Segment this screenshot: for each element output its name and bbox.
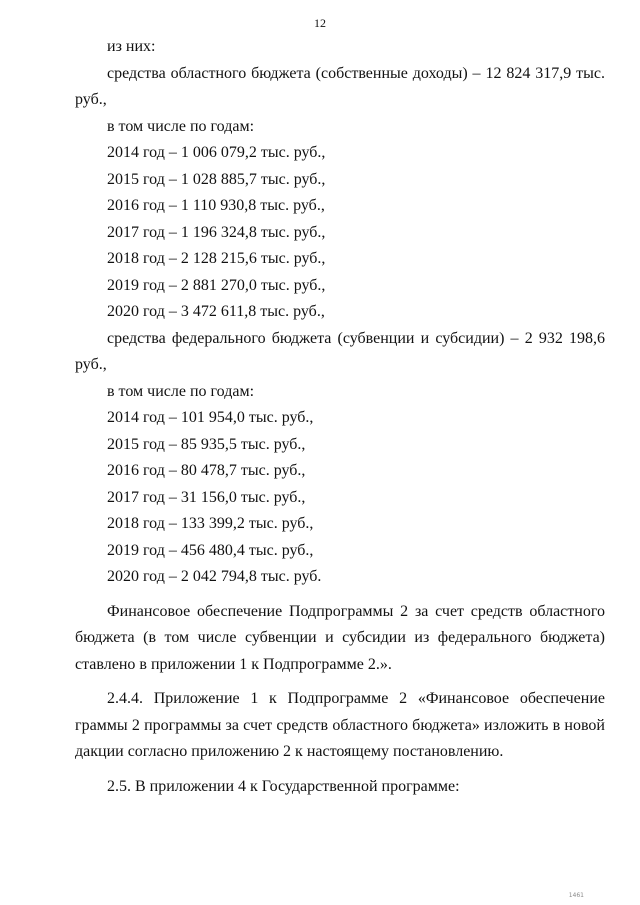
regional-year-2015: 2015 год – 1 028 885,7 тыс. руб., bbox=[107, 170, 326, 188]
regional-year-2017: 2017 год – 1 196 324,8 тыс. руб., bbox=[107, 223, 326, 241]
federal-budget-line-2: руб., bbox=[75, 356, 107, 373]
regional-budget-line-1: средства областного бюджета (собственные доходы) – 12 824 317,9 тыс. bbox=[107, 64, 605, 82]
clause-2-4-4-line-2: граммы 2 программы за счет средств областного бюджета» изложить в новой bbox=[75, 716, 605, 734]
federal-budget-line-1: средства федерального бюджета (субвенции и субсидии) – 2 932 198,6 bbox=[107, 329, 605, 347]
federal-year-2015: 2015 год – 85 935,5 тыс. руб., bbox=[107, 435, 306, 453]
clause-2-4-4 bbox=[75, 686, 605, 766]
clause-2-4-4-line-1: 2.4.4. Приложение 1 к Подпрограмме 2 «Финансовое обеспечение bbox=[107, 690, 605, 707]
by-years-label-1: в том числе по годам: bbox=[107, 117, 255, 135]
document-body bbox=[75, 34, 605, 800]
by-years-label-2: в том числе по годам: bbox=[107, 382, 255, 400]
page-number: 12 bbox=[314, 16, 326, 30]
federal-year-2018: 2018 год – 133 399,2 тыс. руб., bbox=[107, 515, 314, 532]
from-them-text: из них: bbox=[107, 38, 156, 55]
federal-year-2016: 2016 год – 80 478,7 тыс. руб., bbox=[107, 462, 306, 479]
financing-paragraph-line-1: Финансовое обеспечение Подпрограммы 2 за счет средств областного bbox=[107, 602, 605, 620]
federal-year-2020: 2020 год – 2 042 794,8 тыс. руб. bbox=[107, 568, 322, 585]
federal-year-2014: 2014 год – 101 954,0 тыс. руб., bbox=[107, 409, 314, 426]
federal-year-2019: 2019 год – 456 480,4 тыс. руб., bbox=[107, 541, 314, 559]
federal-year-2017: 2017 год – 31 156,0 тыс. руб., bbox=[107, 488, 306, 506]
regional-year-2020: 2020 год – 3 472 611,8 тыс. руб., bbox=[107, 303, 325, 320]
clause-2-4-4-line-3: дакции согласно приложению 2 к настоящему постановлению. bbox=[75, 743, 504, 760]
federal-years-list bbox=[75, 405, 605, 591]
regional-year-2016: 2016 год – 1 110 930,8 тыс. руб., bbox=[107, 197, 325, 214]
financing-paragraph-line-2: бюджета (в том числе субвенции и субсидии из федерального бюджета) bbox=[75, 629, 605, 646]
footer-stamp: 1461 bbox=[568, 892, 584, 899]
financing-paragraph-line-3: ставлено в приложении 1 к Подпрограмме 2.». bbox=[75, 655, 392, 673]
regional-year-2019: 2019 год – 2 881 270,0 тыс. руб., bbox=[107, 276, 326, 294]
regional-budget-line-2: руб., bbox=[75, 91, 107, 108]
regional-year-2014: 2014 год – 1 006 079,2 тыс. руб., bbox=[107, 144, 326, 161]
financing-paragraph bbox=[75, 599, 605, 679]
regional-year-2018: 2018 год – 2 128 215,6 тыс. руб., bbox=[107, 250, 326, 267]
clause-2-5: 2.5. В приложении 4 к Государственной программе: bbox=[107, 777, 460, 795]
regional-years-list bbox=[75, 140, 605, 326]
